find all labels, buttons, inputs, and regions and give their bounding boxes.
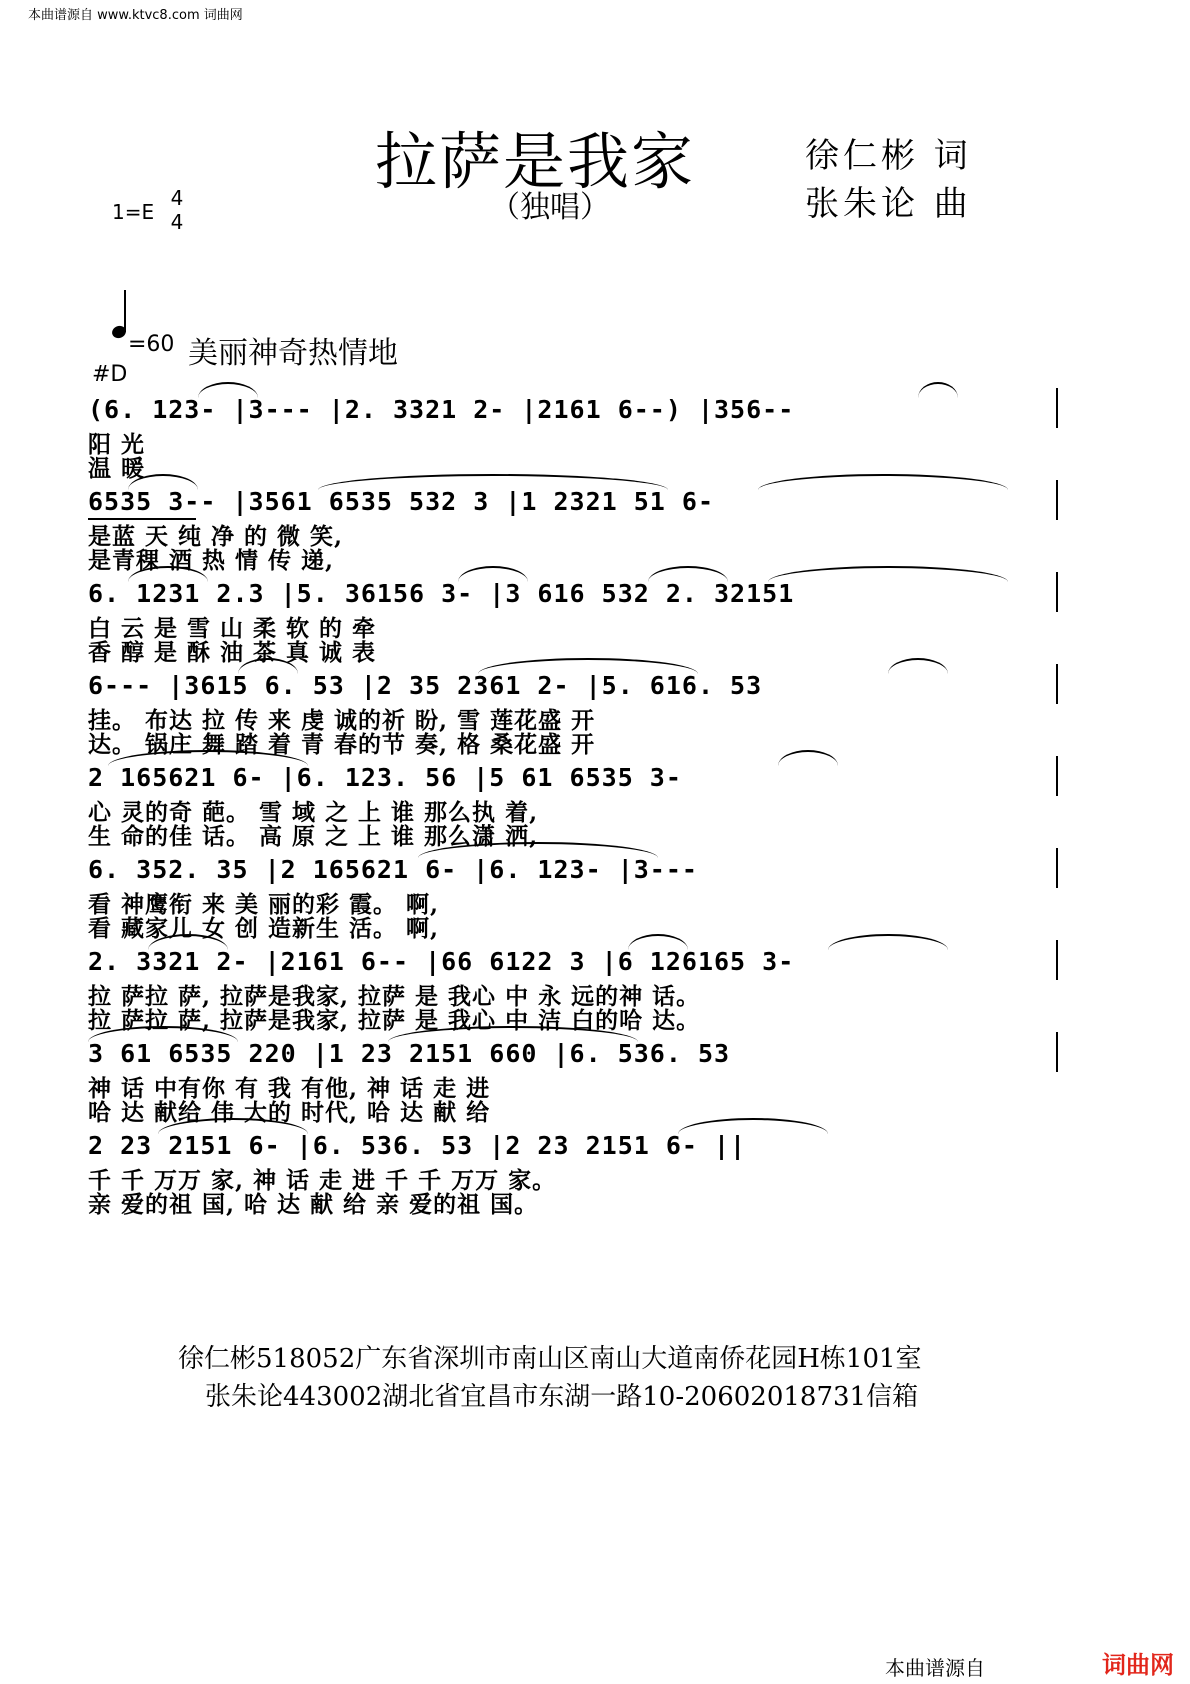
lyric-verse-2: 是青稞 酒 热 情 传 递,	[88, 547, 335, 574]
key-shift: #D	[92, 362, 128, 387]
barline	[1056, 572, 1058, 612]
barline	[1056, 388, 1058, 428]
source-footer: 本曲谱源自	[885, 1656, 985, 1680]
slur	[198, 382, 258, 398]
notes-line: 2 23 2151 6- |6. 536. 53 |2 23 2151 6- ||	[88, 1131, 747, 1160]
lyric-verse-2: 生 命的佳 话。 高 原 之 上 谁 那么潇 洒,	[88, 823, 539, 850]
barline	[1056, 756, 1058, 796]
lyric-verse-1: 是蓝 天 纯 净 的 微 笑,	[88, 523, 344, 550]
time-top: 4	[170, 186, 184, 210]
notes-line: 6. 1231 2.3 |5. 36156 3- |3 616 532 2. 32151	[88, 579, 795, 608]
brand-logo: 词曲网	[1102, 1651, 1174, 1679]
notes-line: 2. 3321 2- |2161 6-- |66 6122 3 |6 126165 3-	[88, 947, 795, 976]
notes-line: 6535 3-- |3561 6535 532 3 |1 2321 51 6-	[88, 487, 714, 516]
notes-line: 6. 352. 35 |2 165621 6- |6. 123- |3---	[88, 855, 698, 884]
lyric-verse-1: 心 灵的奇 葩。 雪 域 之 上 谁 那么执 着,	[88, 799, 539, 826]
lyric-verse-2: 哈 达 献给 伟 大的 时代, 哈 达 献 给	[88, 1099, 491, 1126]
time-signature	[170, 186, 184, 234]
lyric-verse-1: 挂。 布达 拉 传 来 虔 诚的祈 盼, 雪 莲花盛 开	[88, 707, 596, 734]
tempo-mark: =60	[128, 332, 175, 357]
expression-mark: 美丽神奇热情地	[188, 336, 398, 371]
lyric-verse-1: 神 话 中有你 有 我 有他, 神 话 走 进	[88, 1075, 491, 1102]
lyric-verse-1: 千 千 万万 家, 神 话 走 进 千 千 万万 家。	[88, 1167, 557, 1194]
lyric-verse-2: 拉 萨拉 萨, 拉萨是我家, 拉萨 是 我心 中 洁 白的哈 达。	[88, 1007, 701, 1034]
lyric-verse-1: 白 云 是 雪 山 柔 软 的 牵	[88, 615, 377, 642]
address-composer: 张朱论443002湖北省宜昌市东湖一路10-20602018731信箱	[205, 1382, 919, 1412]
lyric-verse-2: 达。 锅庄 舞 踏 着 青 春的节 奏, 格 桑花盛 开	[88, 731, 596, 758]
address-lyricist: 徐仁彬518052广东省深圳市南山区南山大道南侨花园H栋101室	[178, 1344, 922, 1374]
barline	[1056, 480, 1058, 520]
notes-line: 6--- |3615 6. 53 |2 35 2361 2- |5. 616. 53	[88, 671, 763, 700]
composer-credit: 张朱论 曲	[805, 184, 972, 224]
barline	[1056, 848, 1058, 888]
lyric-verse-2: 看 藏家儿 女 创 造新生 活。 啊,	[88, 915, 440, 942]
lyric-verse-1: 阳 光	[88, 431, 146, 458]
lyric-verse-2: 温 暖	[88, 455, 146, 482]
source-header: 本曲谱源自 www.ktvc8.com 词曲网	[28, 8, 243, 23]
lyric-verse-2: 香 醇 是 酥 油 茶 真 诚 表	[88, 639, 377, 666]
key-signature: 1=E	[112, 200, 155, 224]
lyric-verse-1: 看 神鹰衔 来 美 丽的彩 霞。 啊,	[88, 891, 440, 918]
quarter-note-stem	[124, 290, 126, 332]
lyric-verse-1: 拉 萨拉 萨, 拉萨是我家, 拉萨 是 我心 中 永 远的神 话。	[88, 983, 701, 1010]
slur	[918, 382, 958, 398]
lyric-verse-2: 亲 爱的祖 国, 哈 达 献 给 亲 爱的祖 国。	[88, 1191, 539, 1218]
barline	[1056, 1032, 1058, 1072]
time-bottom: 4	[170, 210, 184, 234]
lyricist-credit: 徐仁彬 词	[805, 136, 972, 176]
barline	[1056, 940, 1058, 980]
barline	[1056, 664, 1058, 704]
notes-line: (6. 123- |3--- |2. 3321 2- |2161 6--) |356--	[88, 395, 795, 424]
beam	[88, 518, 196, 520]
song-subtitle: （独唱）	[490, 190, 610, 225]
notes-line: 3 61 6535 220 |1 23 2151 660 |6. 536. 53	[88, 1039, 731, 1068]
song-title: 拉萨是我家	[375, 125, 696, 198]
notes-line: 2 165621 6- |6. 123. 56 |5 61 6535 3-	[88, 763, 682, 792]
